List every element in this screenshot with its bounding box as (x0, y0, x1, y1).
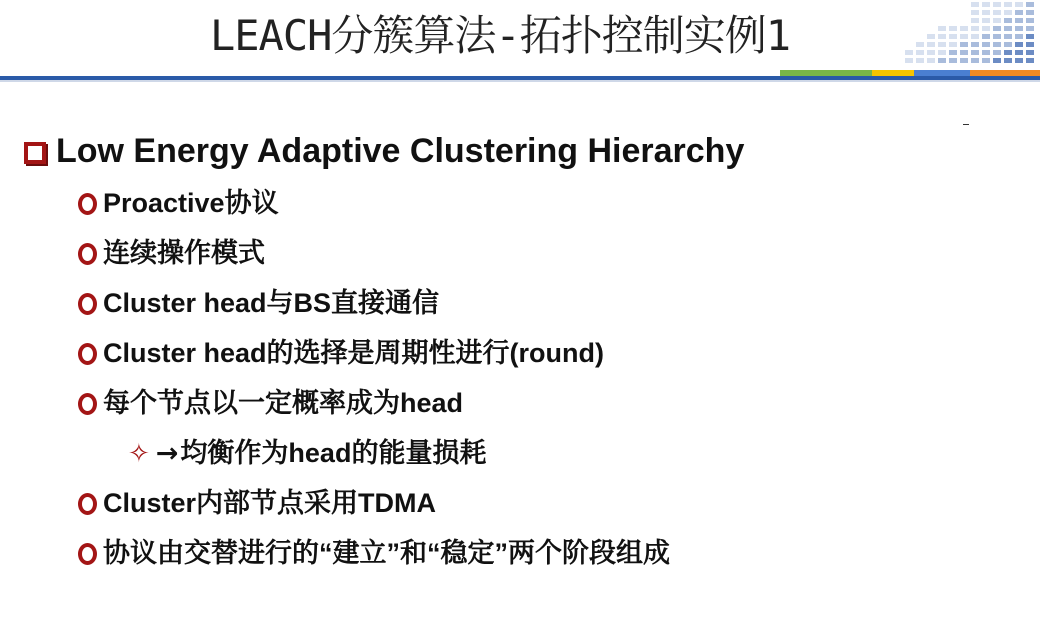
circle-bullet-icon (78, 543, 97, 565)
logo-dot (960, 42, 968, 47)
logo-dot (949, 34, 957, 39)
small-dash-mark (963, 124, 969, 125)
bullet-text: Cluster head与BS直接通信 (103, 288, 440, 318)
logo-dot (1015, 42, 1023, 47)
title-divider-shadow (0, 80, 1040, 82)
circle-bullet-icon (78, 193, 97, 215)
logo-dot (982, 50, 990, 55)
logo-dot (1004, 18, 1012, 23)
bullet-text: 连续操作模式 (103, 238, 265, 268)
circle-bullet-icon (78, 343, 97, 365)
logo-dot (960, 34, 968, 39)
logo-dot (938, 58, 946, 63)
logo-dot (938, 50, 946, 55)
square-bullet-icon (24, 142, 46, 164)
logo-dot (960, 50, 968, 55)
logo-dot (1015, 50, 1023, 55)
bullet-text: 协议由交替进行的“建立”和“稳定”两个阶段组成 (103, 538, 670, 568)
logo-dot (949, 50, 957, 55)
logo-dot (960, 58, 968, 63)
slide-content (24, 128, 1024, 578)
logo-dot (905, 58, 913, 63)
logo-dot (916, 50, 924, 55)
logo-dot (982, 18, 990, 23)
logo-dot (1026, 10, 1034, 15)
logo-dot (1004, 10, 1012, 15)
logo-dot (1026, 18, 1034, 23)
logo-dot (916, 42, 924, 47)
bullet-text: 每个节点以一定概率成为head (103, 388, 464, 418)
logo-dot (993, 58, 1001, 63)
logo-dot (1004, 26, 1012, 31)
logo-dot (971, 10, 979, 15)
logo-dot (1015, 58, 1023, 63)
logo-dot (938, 34, 946, 39)
logo-dot (938, 42, 946, 47)
logo-dot (993, 42, 1001, 47)
logo-dot (971, 26, 979, 31)
logo-dot (993, 26, 1001, 31)
logo-dot (971, 50, 979, 55)
logo-dot (982, 10, 990, 15)
logo-dot (971, 58, 979, 63)
logo-dot (1004, 34, 1012, 39)
logo-dot (1004, 50, 1012, 55)
logo-dot (971, 42, 979, 47)
logo-dot (949, 26, 957, 31)
logo-dot (949, 42, 957, 47)
sub-bullet-item (24, 428, 1024, 478)
logo-dot (982, 34, 990, 39)
sub-bullet-text: 均衡作为head的能量损耗 (180, 438, 487, 468)
logo-dot (1015, 26, 1023, 31)
logo-dot (1015, 34, 1023, 39)
logo-dot (1015, 18, 1023, 23)
logo-dot (1026, 58, 1034, 63)
circle-bullet-icon (78, 393, 97, 415)
logo-dot (1026, 50, 1034, 55)
logo-dot (1026, 2, 1034, 7)
logo-dot (993, 10, 1001, 15)
logo-dot (916, 58, 924, 63)
bullet-item (24, 278, 1024, 328)
dot-grid-logo (905, 2, 1040, 66)
logo-dot (982, 2, 990, 7)
logo-dot (982, 42, 990, 47)
bullet-item (24, 378, 1024, 428)
circle-bullet-icon (78, 293, 97, 315)
slide-title: LEACH分簇算法-拓扑控制实例1 (209, 11, 790, 60)
logo-dot (993, 18, 1001, 23)
logo-dot (927, 34, 935, 39)
bullet-item (24, 528, 1024, 578)
logo-dot (1004, 58, 1012, 63)
logo-dot (1015, 2, 1023, 7)
circle-bullet-icon (78, 493, 97, 515)
logo-dot (971, 18, 979, 23)
heading-item (24, 128, 1024, 174)
logo-dot (960, 26, 968, 31)
bullet-item (24, 178, 1024, 228)
logo-dot (1004, 42, 1012, 47)
logo-dot (1026, 34, 1034, 39)
logo-dot (927, 50, 935, 55)
logo-dot (905, 50, 913, 55)
logo-dot (971, 34, 979, 39)
logo-dot (982, 58, 990, 63)
logo-dot (971, 2, 979, 7)
logo-dot (927, 58, 935, 63)
logo-dot (993, 50, 1001, 55)
bullet-item (24, 328, 1024, 378)
logo-dot (949, 58, 957, 63)
bullet-text: Cluster head的选择是周期性进行(round) (103, 338, 605, 368)
logo-dot (1026, 42, 1034, 47)
arrow-icon: → (155, 438, 179, 469)
bullet-item (24, 228, 1024, 278)
bullet-text: Proactive协议 (103, 188, 279, 218)
logo-dot (1004, 2, 1012, 7)
logo-dot (993, 34, 1001, 39)
logo-dot (1015, 10, 1023, 15)
circle-bullet-icon (78, 243, 97, 265)
bullet-item (24, 478, 1024, 528)
heading-text: Low Energy Adaptive Clustering Hierarchy (56, 132, 745, 170)
logo-dot (938, 26, 946, 31)
logo-dot (927, 42, 935, 47)
logo-dot (982, 26, 990, 31)
bullet-text: Cluster内部节点采用TDMA (103, 488, 437, 518)
four-point-star-bullet-icon: ✧ (128, 439, 150, 469)
logo-dot (1026, 26, 1034, 31)
logo-dot (993, 2, 1001, 7)
